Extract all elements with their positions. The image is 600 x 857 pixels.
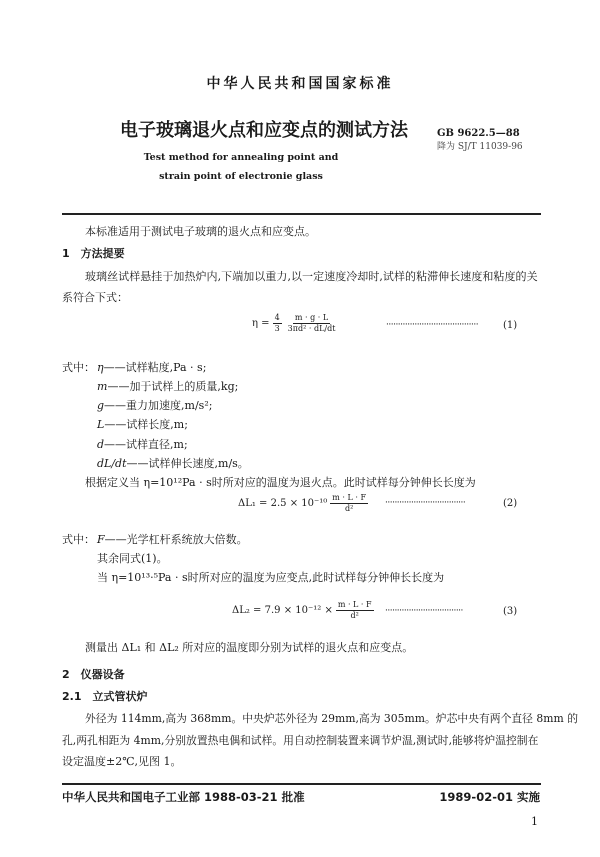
eq2-denominator: d² xyxy=(344,504,354,513)
var-desc: ——试样粘度,Pa · s; xyxy=(103,361,207,374)
org-standard-heading: 中华人民共和国国家标准 xyxy=(206,76,394,92)
scope-text: 本标准适用于测试电子玻璃的退火点和应变点。 xyxy=(85,225,316,238)
eq2-label: (2) xyxy=(503,498,518,509)
var-symbol: m xyxy=(97,380,108,393)
standard-code: GB 9622.5—88 xyxy=(437,128,520,139)
approval-line: 中华人民共和国电子工业部 1988-03-21 批准 xyxy=(62,790,305,804)
var-desc: ——光学杠杆系统放大倍数。 xyxy=(104,533,248,546)
header-divider xyxy=(62,213,541,215)
section-2-1-heading: 2.1 立式管状炉 xyxy=(62,690,148,703)
eq1-denominator: 3πd² · dL/dt xyxy=(287,324,336,333)
where-label: 式中： xyxy=(62,361,95,374)
var-desc: ——重力加速度,m/s²; xyxy=(104,399,213,412)
var-symbol: dL/dt xyxy=(97,457,127,470)
section-1-paragraph-line1: 玻璃丝试样悬挂于加热炉内,下端加以重力,以一定速度冷却时,试样的粘滞伸长速度和粘度的关 xyxy=(85,270,538,283)
eq3-numerator: m · L · F xyxy=(337,600,372,609)
eq1-coef-num: 4 xyxy=(274,313,280,322)
eq1-numerator: m · g · L xyxy=(294,313,329,322)
eq2-numerator: m · L · F xyxy=(332,493,366,502)
rest-same-note: 其余同式(1)。 xyxy=(97,552,168,565)
section-1-paragraph-line2: 系符合下式： xyxy=(62,291,128,304)
eq1-coef-den: 3 xyxy=(274,324,280,333)
eq1-lhs: η = xyxy=(252,318,270,329)
eq2-leader-dots: ·································· xyxy=(385,498,466,508)
section-2-1-paragraph-line3: 设定温度±2℃,见图 1。 xyxy=(62,755,182,768)
annealing-definition: 根据定义当 η=10¹²Pa · s时所对应的温度为退火点。此时试样每分钟伸长长度为 xyxy=(85,476,476,489)
eq3-leader-dots: ································· xyxy=(385,606,463,616)
effective-date: 1989-02-01 实施 xyxy=(439,790,540,804)
standard-code-note: 降为 SJ/T 11039-96 xyxy=(437,142,523,152)
strain-definition: 当 η=10¹³·⁵Pa · s时所对应的温度为应变点,此时试样每分钟伸长长度为 xyxy=(97,571,445,584)
footer-divider xyxy=(62,783,541,785)
eq3-lhs: ΔL₂ = 7.9 × 10⁻¹² × xyxy=(232,605,333,616)
equation-2 xyxy=(238,493,371,514)
var-desc: ——试样直径,m; xyxy=(104,438,188,451)
measurement-text: 测量出 ΔL₁ 和 ΔL₂ 所对应的温度即分别为试样的退火点和应变点。 xyxy=(85,641,414,654)
eq1-leader-dots: ······································· xyxy=(386,320,479,330)
var-desc: ——试样长度,m; xyxy=(104,418,188,431)
var-symbol: L xyxy=(97,418,105,431)
page-number: 1 xyxy=(531,815,538,828)
eq3-label: (3) xyxy=(503,606,518,617)
var-symbol: d xyxy=(97,438,105,451)
equation-3 xyxy=(232,600,377,621)
var-desc: ——试样伸长速度,m/s。 xyxy=(126,457,249,470)
section-1-heading: 1 方法提要 xyxy=(62,247,125,260)
var-symbol: g xyxy=(97,399,105,412)
eq1-label: (1) xyxy=(503,320,518,331)
title-en-line2: strain point of electronie glass xyxy=(159,171,323,182)
section-2-heading: 2 仪器设备 xyxy=(62,668,125,681)
where-label-2: 式中： xyxy=(62,533,95,546)
section-2-1-paragraph-line1: 外径为 114mm,高为 368mm。中央炉芯外径为 29mm,高为 305mm。炉芯中央有两个直径 8mm 的 xyxy=(85,712,578,725)
section-2-1-paragraph-line2: 孔,两孔相距为 4mm,分别放置热电偶和试样。用自动控制装置来调节炉温,测试时,能够将炉温控制在 xyxy=(62,734,539,747)
var-symbol: η xyxy=(97,361,104,374)
title-en-line1: Test method for annealing point and xyxy=(143,152,339,163)
var-symbol: F xyxy=(97,533,105,546)
var-desc: ——加于试样上的质量,kg; xyxy=(107,380,239,393)
document-title: 电子玻璃退火点和应变点的测试方法 xyxy=(120,120,408,141)
eq2-lhs: ΔL₁ = 2.5 × 10⁻¹⁰ xyxy=(238,498,328,509)
variable-F xyxy=(97,533,248,547)
eq3-denominator: d² xyxy=(350,611,359,620)
equation-1 xyxy=(252,313,338,334)
